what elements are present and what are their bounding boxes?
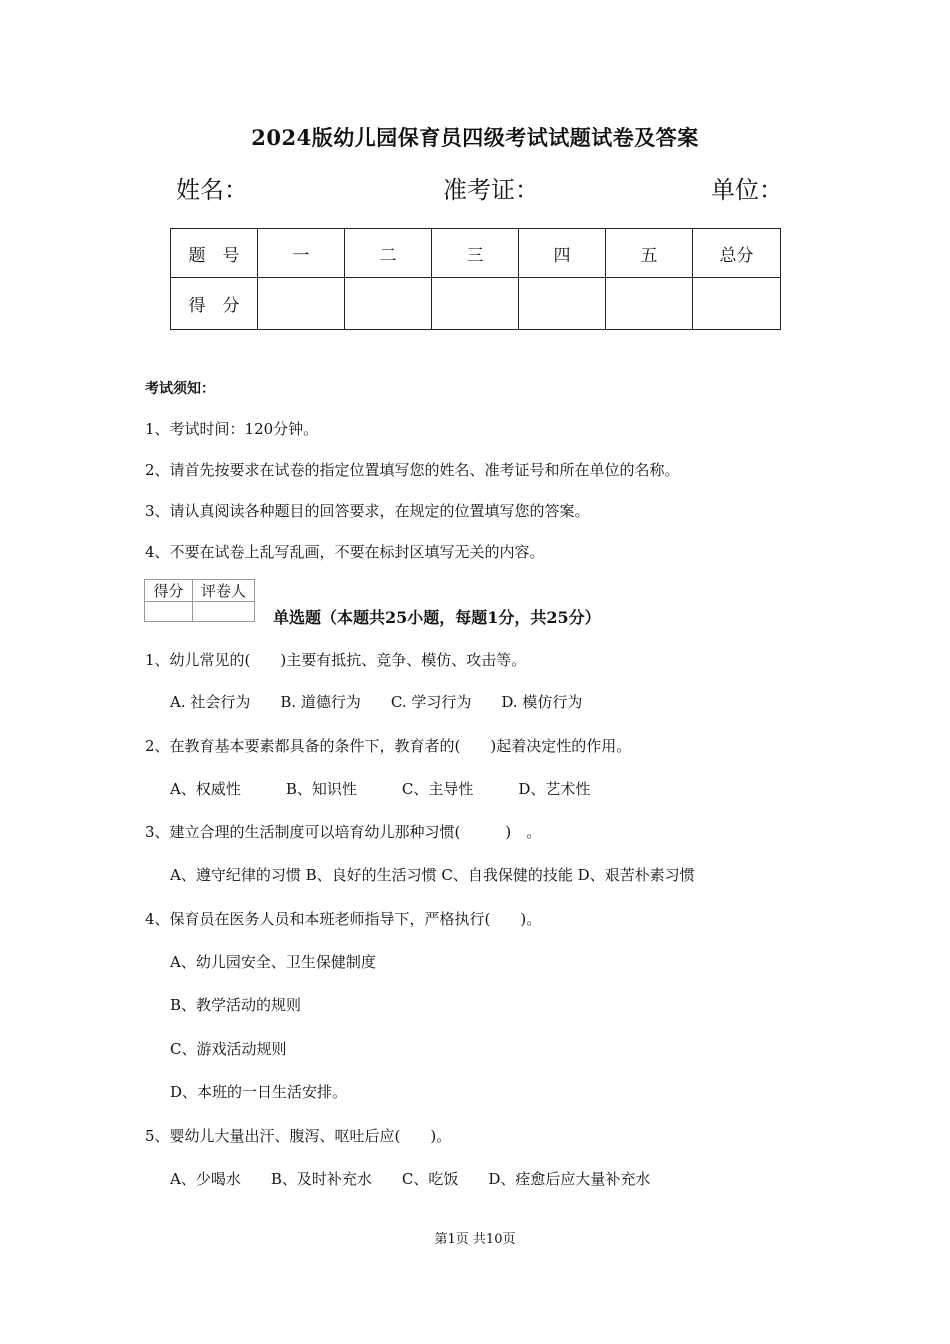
notice-item: 3、请认真阅读各种题目的回答要求，在规定的位置填写您的答案。 [145, 502, 590, 520]
question-stem: 1、幼儿常见的( )主要有抵抗、竞争、模仿、攻击等。 [145, 651, 527, 669]
score-table-score-row [171, 278, 781, 330]
grader-reviewer-label: 评卷人 [193, 580, 255, 602]
score-cell-1[interactable] [258, 278, 345, 330]
score-table-header-row [171, 229, 781, 278]
score-table [170, 228, 781, 330]
question-options: A、少喝水 B、及时补充水 C、吃饭 D、痊愈后应大量补充水 [170, 1170, 651, 1188]
header-cell-1: 一 [258, 229, 345, 278]
question-option: C、游戏活动规则 [170, 1040, 287, 1058]
grader-box [144, 579, 255, 622]
header-cell-5: 五 [606, 229, 693, 278]
notice-item: 1、考试时间：120分钟。 [145, 420, 319, 438]
score-cell-total[interactable] [693, 278, 781, 330]
notice-heading: 考试须知： [145, 381, 215, 397]
question-stem: 3、建立合理的生活制度可以培育幼儿那种习惯( ) 。 [145, 823, 542, 841]
header-cell-3: 三 [432, 229, 519, 278]
question-stem: 2、在教育基本要素都具备的条件下，教育者的( )起着决定性的作用。 [145, 737, 632, 755]
score-row-label: 得 分 [171, 278, 258, 330]
header-cell-2: 二 [345, 229, 432, 278]
notice-item: 2、请首先按要求在试卷的指定位置填写您的姓名、准考证号和所在单位的名称。 [145, 461, 680, 479]
grader-score-label: 得分 [145, 580, 193, 602]
question-options: A、权威性 B、知识性 C、主导性 D、艺术性 [170, 780, 591, 798]
name-label: 姓名： [176, 176, 248, 204]
question-options: A. 社会行为 B. 道德行为 C. 学习行为 D. 模仿行为 [170, 693, 583, 711]
score-cell-2[interactable] [345, 278, 432, 330]
question-stem: 5、婴幼儿大量出汗、腹泻、呕吐后应( )。 [145, 1127, 452, 1145]
question-option: A、幼儿园安全、卫生保健制度 [170, 953, 376, 971]
header-cell-question-no: 题 号 [171, 229, 258, 278]
page-footer: 第1页 共10页 [434, 1232, 516, 1247]
unit-label: 单位： [711, 176, 783, 204]
section-title: 单选题（本题共25小题，每题1分，共25分） [273, 608, 601, 627]
document-title: 2024版幼儿园保育员四级考试试题试卷及答案 [251, 125, 699, 150]
score-cell-5[interactable] [606, 278, 693, 330]
exam-id-label: 准考证： [443, 176, 539, 204]
header-cell-total: 总分 [693, 229, 781, 278]
question-options: A、遵守纪律的习惯 B、良好的生活习惯 C、自我保健的技能 D、艰苦朴素习惯 [170, 866, 695, 884]
question-option: B、教学活动的规则 [170, 996, 302, 1014]
grader-score-cell[interactable] [145, 602, 193, 622]
question-stem: 4、保育员在医务人员和本班老师指导下，严格执行( )。 [145, 910, 542, 928]
score-cell-3[interactable] [432, 278, 519, 330]
grader-reviewer-cell[interactable] [193, 602, 255, 622]
notice-item: 4、不要在试卷上乱写乱画，不要在标封区填写无关的内容。 [145, 543, 545, 561]
score-cell-4[interactable] [519, 278, 606, 330]
question-option: D、本班的一日生活安排。 [170, 1083, 348, 1101]
header-cell-4: 四 [519, 229, 606, 278]
